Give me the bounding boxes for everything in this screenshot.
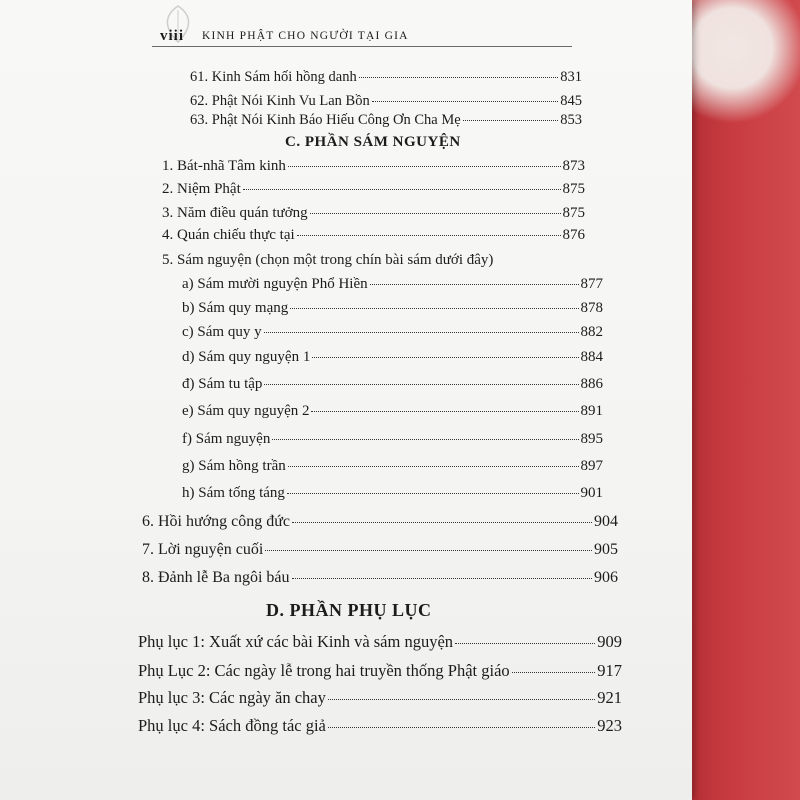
- leader-dots: [264, 384, 578, 385]
- toc-entry[interactable]: 8. Đảnh lễ Ba ngôi báu 906: [142, 569, 618, 586]
- toc-entry[interactable]: 62. Phật Nói Kinh Vu Lan Bồn 845: [190, 93, 582, 109]
- leader-dots: [264, 332, 579, 333]
- toc-entry[interactable]: Phụ lục 1: Xuất xứ các bài Kinh và sám nguyện 909: [138, 632, 622, 651]
- leader-dots: [288, 466, 579, 467]
- toc-sub-entry[interactable]: đ) Sám tu tập 886: [182, 376, 603, 392]
- page-number: viii: [160, 28, 185, 44]
- leader-dots: [243, 189, 561, 190]
- toc-sub-entry[interactable]: c) Sám quy y 882: [182, 324, 603, 340]
- leader-dots: [290, 308, 578, 309]
- leader-dots: [311, 411, 578, 412]
- leader-dots: [370, 284, 579, 285]
- toc-entry-heading[interactable]: 5. Sám nguyện (chọn một trong chín bài sám dưới đây): [162, 252, 494, 268]
- toc-entry[interactable]: Phụ lục 3: Các ngày ăn chay 921: [138, 688, 622, 707]
- toc-entry[interactable]: 61. Kinh Sám hối hồng danh 831: [190, 69, 582, 85]
- running-header: [152, 28, 572, 47]
- toc-sub-entry[interactable]: a) Sám mười nguyện Phổ Hiền 877: [182, 276, 603, 292]
- toc-entry[interactable]: 6. Hồi hướng công đức 904: [142, 513, 618, 530]
- toc-sub-entry[interactable]: b) Sám quy mạng 878: [182, 300, 603, 316]
- leader-dots: [287, 493, 579, 494]
- leader-dots: [359, 77, 559, 78]
- section-heading: C. PHẦN SÁM NGUYỆN: [285, 134, 461, 150]
- leader-dots: [265, 550, 592, 551]
- toc-entry[interactable]: 7. Lời nguyện cuối 905: [142, 541, 618, 558]
- toc-entry[interactable]: 2. Niệm Phật 875: [162, 181, 585, 197]
- toc-entry[interactable]: Phụ Lục 2: Các ngày lễ trong hai truyền thống Phật giáo 917: [138, 661, 622, 680]
- leader-dots: [512, 672, 596, 673]
- leader-dots: [297, 235, 561, 236]
- leader-dots: [288, 166, 561, 167]
- toc-sub-entry[interactable]: f) Sám nguyện 895: [182, 431, 603, 447]
- toc-entry[interactable]: 3. Năm điều quán tưởng 875: [162, 205, 585, 221]
- toc-sub-entry[interactable]: e) Sám quy nguyện 2 891: [182, 403, 603, 419]
- leader-dots: [455, 643, 595, 644]
- toc-entry[interactable]: 63. Phật Nói Kinh Báo Hiếu Công Ơn Cha Mẹ 853: [190, 112, 582, 128]
- leader-dots: [372, 101, 559, 102]
- toc-entry[interactable]: 1. Bát-nhã Tâm kinh 873: [162, 158, 585, 174]
- leader-dots: [292, 578, 592, 579]
- leader-dots: [312, 357, 578, 358]
- leader-dots: [292, 522, 592, 523]
- section-heading: D. PHẦN PHỤ LỤC: [266, 600, 432, 620]
- leader-dots: [328, 727, 595, 728]
- toc-sub-entry[interactable]: h) Sám tống táng 901: [182, 485, 603, 501]
- leader-dots: [310, 213, 561, 214]
- book-title: KINH PHẬT CHO NGƯỜI TẠI GIA: [202, 30, 409, 42]
- toc-sub-entry[interactable]: g) Sám hồng trần 897: [182, 458, 603, 474]
- toc-sub-entry[interactable]: d) Sám quy nguyện 1 884: [182, 349, 603, 365]
- leader-dots: [328, 699, 595, 700]
- leader-dots: [463, 120, 559, 121]
- leader-dots: [272, 439, 578, 440]
- toc-entry[interactable]: Phụ lục 4: Sách đồng tác giả 923: [138, 716, 622, 735]
- toc-entry[interactable]: 4. Quán chiếu thực tại 876: [162, 227, 585, 243]
